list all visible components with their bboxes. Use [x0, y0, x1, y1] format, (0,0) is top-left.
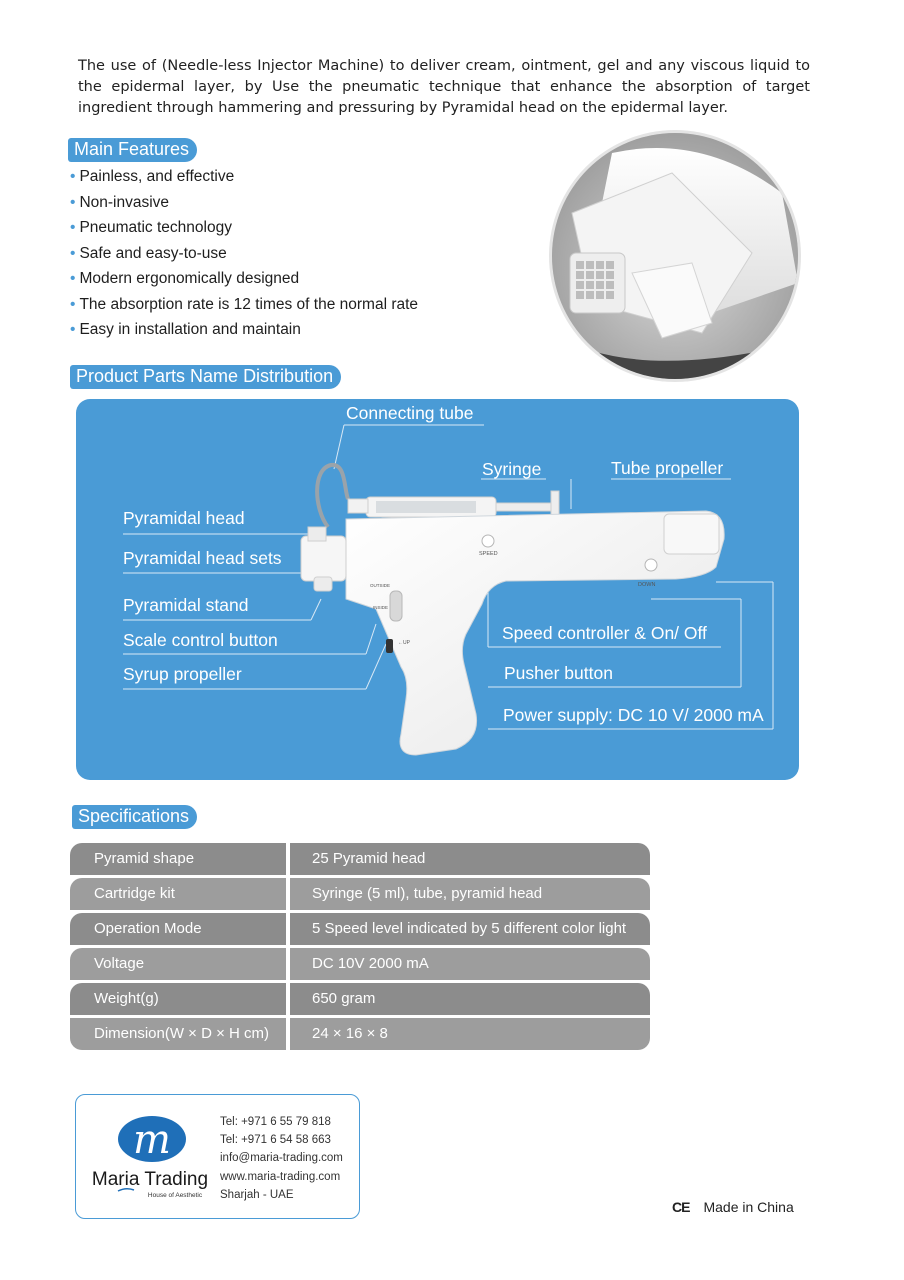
- label-syringe: Syringe: [482, 459, 542, 479]
- spec-value: DC 10V 2000 mA: [312, 955, 429, 972]
- brand-tagline: House of Aesthetic: [147, 1192, 203, 1199]
- ce-mark: CE: [672, 1199, 690, 1215]
- email[interactable]: info@maria-trading.com: [220, 1152, 343, 1165]
- contact-details: [220, 1113, 343, 1204]
- feature-item: • Safe and easy-to-use: [70, 244, 227, 262]
- phone-2: Tel: +971 6 54 58 663: [220, 1134, 331, 1147]
- parts-heading: Product Parts Name Distribution: [70, 365, 341, 389]
- label-pyramidal-head-sets: Pyramidal head sets: [123, 548, 282, 568]
- spec-value: Syringe (5 ml), tube, pyramid head: [312, 885, 543, 902]
- table-row: [70, 983, 650, 1015]
- phone-1: Tel: +971 6 55 79 818: [220, 1116, 331, 1128]
- maria-trading-logo: [76, 1095, 216, 1215]
- spec-label: Cartridge kit: [94, 885, 175, 902]
- spec-label: Operation Mode: [94, 920, 202, 937]
- feature-item: • The absorption rate is 12 times of the normal rate: [70, 295, 419, 313]
- spec-value: 25 Pyramid head: [312, 850, 426, 867]
- label-tube-propeller: Tube propeller: [611, 458, 724, 478]
- feature-item: • Modern ergonomically designed: [70, 270, 300, 287]
- inside-mark: INSIDE: [373, 605, 389, 610]
- closeup-illustration: [552, 133, 798, 379]
- feature-item: • Easy in installation and maintain: [70, 321, 301, 338]
- contact-card: [75, 1094, 360, 1219]
- up-mark: ←UP: [398, 640, 410, 646]
- table-row: [70, 843, 650, 875]
- label-power-supply: Power supply: DC 10 V/ 2000 mA: [503, 705, 764, 725]
- feature-item: • Non-invasive: [70, 193, 170, 211]
- logo-letter: m: [133, 1117, 171, 1163]
- outside-mark: OUTSIDE: [370, 583, 391, 588]
- spec-label: Weight(g): [94, 990, 159, 1007]
- table-row: [70, 948, 650, 980]
- label-speed-controller: Speed controller & On/ Off: [502, 623, 707, 643]
- label-pyramidal-head: Pyramidal head: [123, 508, 245, 528]
- feature-item: • Painless, and effective: [70, 168, 235, 185]
- label-pusher-button: Pusher button: [504, 663, 613, 683]
- label-connecting-tube: Connecting tube: [346, 403, 474, 423]
- specifications-table: [70, 843, 650, 1053]
- spec-value: 650 gram: [312, 990, 376, 1007]
- spec-label: Dimension(W × D × H cm): [94, 1025, 270, 1042]
- down-mark: DOWN: [638, 582, 656, 588]
- pyramidal-head-closeup-photo: [552, 133, 798, 379]
- features-list: [70, 164, 418, 343]
- made-in-label: Made in China: [703, 1199, 794, 1215]
- website[interactable]: www.maria-trading.com: [220, 1170, 341, 1183]
- parts-diagram-panel: [76, 399, 799, 780]
- spec-value: 5 Speed level indicated by 5 different color light: [312, 920, 627, 937]
- label-syrup-propeller: Syrup propeller: [123, 664, 242, 684]
- speed-mark: SPEED: [479, 551, 498, 557]
- table-row: [70, 878, 650, 910]
- spec-label: Pyramid shape: [94, 850, 195, 867]
- location: Sharjah - UAE: [220, 1188, 294, 1201]
- feature-item: • Pneumatic technology: [70, 219, 232, 236]
- label-scale-control-button: Scale control button: [123, 630, 278, 650]
- specifications-heading: Specifications: [72, 805, 197, 829]
- footer: [672, 1199, 794, 1215]
- spec-value: 24 × 16 × 8: [312, 1025, 388, 1042]
- main-features-heading: Main Features: [68, 138, 197, 162]
- spec-label: Voltage: [94, 955, 145, 972]
- table-row: [70, 913, 650, 945]
- intro-paragraph: The use of (Needle-less Injector Machine) to deliver cream, ointment, gel and any viscous liquid to the epidermal layer, by Use the pneumatic technique that enhance the absorption of target ingredient through hammering and pressuring by Pyramidal head on the epidermal layer.: [78, 58, 810, 116]
- table-row: [70, 1018, 650, 1050]
- brand-name: Maria Trading: [91, 1169, 209, 1190]
- label-pyramidal-stand: Pyramidal stand: [123, 595, 249, 615]
